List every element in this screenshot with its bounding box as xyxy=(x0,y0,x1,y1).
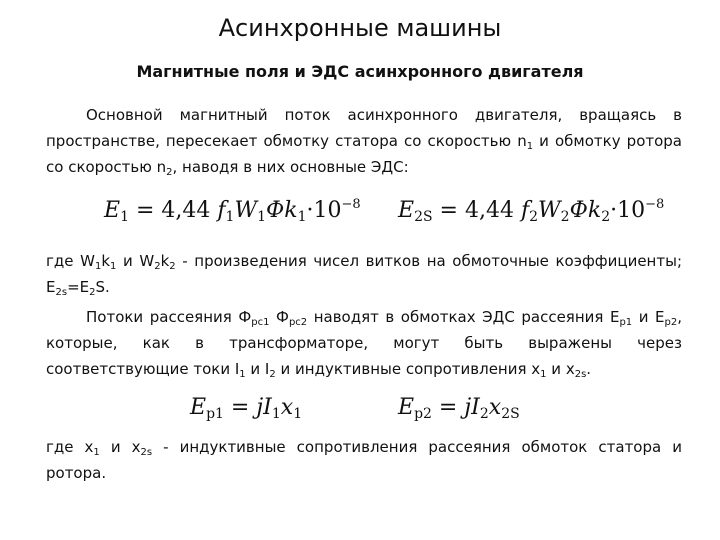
formula-e1: $E_1 = 4,44$ $f_1W_1Фk_1\cdot 10^{-8}$ xyxy=(104,197,361,225)
formula-e2s: $E_{2S} = 4,44$ $f_2W_2Фk_2\cdot 10^{-8}$ xyxy=(398,197,665,225)
paragraph-main-flux: Основной магнитный поток асинхронного двигателя, вращаясь в пространстве, пересекает обмотку статора со скоростью $n_1$ и обмотку ротора со скоростью $n_2$, наводя в них основные ЭДС: xyxy=(46,106,683,178)
paragraph-leakage-flux: Потоки рассеяния $Ф_{рс1}$ $Ф_{рс2}$ наводят в обмотках ЭДС рассеяния $Е_{р1}$ и $Е_{р2}$, которые, как в трансформаторе, могут быть выражены через соответствующие токи $I_1$ и $I_2$ и индуктивные сопротивления $x_1$ и $x_{2s}$. xyxy=(46,308,682,380)
formula-ep1: $E_{p1} = jI_1x_1$ xyxy=(190,395,303,422)
section-subtitle: Магнитные поля и ЭДС асинхронного двигателя xyxy=(136,62,584,81)
page-title: Асинхронные машины xyxy=(218,14,502,42)
paragraph-winding-products: где $W_1k_1$ и $W_2k_2$ - произведения чисел витков на обмоточные коэффициенты; $E_{2s}=E_2S$. xyxy=(46,252,682,298)
formula-ep2: $E_{p2} = jI_2x_{2S}$ xyxy=(398,395,520,422)
paragraph-reactances: где $x_1$ и $x_{2s}$ - индуктивные сопротивления рассеяния обмоток статора и ротора. xyxy=(46,438,682,482)
